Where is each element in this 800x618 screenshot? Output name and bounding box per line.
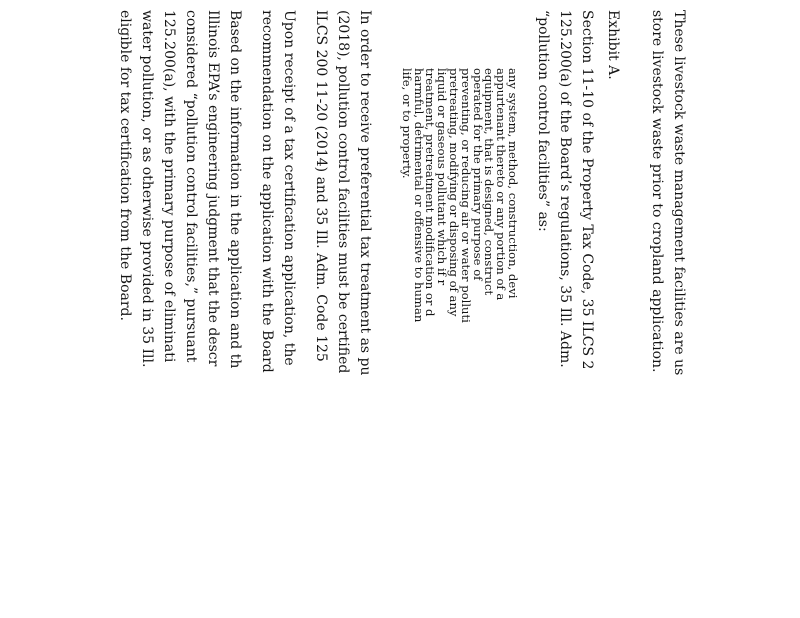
- item-3-line: Section 11-10 of the Property Tax Code, 35 ILCS 2: [579, 10, 595, 370]
- rotated-text-block: [100, 10, 690, 610]
- item-4-text: [310, 10, 376, 376]
- quote-line: harmful, detrimental or offensive to human: [411, 68, 426, 323]
- quote-line: liquid or gaseous pollutant which if r: [435, 68, 450, 286]
- intro-line: store livestock waste prior to cropland application.: [649, 10, 665, 373]
- item-6-line: water pollution, or as otherwise provided in 35 Ill.: [139, 10, 155, 368]
- item-5-line: recommendation on the application with the Board: [259, 10, 275, 373]
- item-3-line: “pollution control facilities” as:: [535, 10, 551, 232]
- item-3-line: 125.200(a) of the Board’s regulations, 35 Ill. Adm.: [557, 10, 573, 368]
- item-5-line: Upon receipt of a tax certification application, the: [281, 10, 297, 366]
- intro-paragraph: [646, 10, 690, 375]
- item-4-line: ILCS 200 11-20 (2014) and 35 Ill. Adm. Code 125: [313, 10, 329, 362]
- item-6-line: considered “pollution control facilities,” pursuant: [183, 10, 199, 363]
- item-5-text: [256, 10, 300, 373]
- quote-line: equipment, that is designed, construct: [482, 68, 497, 296]
- item-6-line: eligible for tax certification from the Board.: [117, 10, 133, 321]
- quote-line: any system, method, construction, devi: [506, 68, 520, 299]
- quote-line: appurtenant thereto or any portion of a: [494, 68, 509, 301]
- quote-line: preventing, or reducing air or water polluti: [458, 68, 473, 323]
- exhibit-label: Exhibit A.: [605, 10, 621, 80]
- item-4-line: (2018), pollution control facilities must be certified: [335, 10, 351, 374]
- quote-line: pretreating, modifying or disposing of any: [447, 68, 462, 317]
- intro-line: These livestock waste management facilities are us: [671, 10, 687, 376]
- item-3-quote: [400, 68, 518, 323]
- item-3-text: [532, 10, 598, 369]
- item-6-line: 125.200(a), with the primary purpose of eliminati: [161, 10, 177, 363]
- item-6-line: Illinois EPA’s engineering judgment that the descr: [205, 10, 221, 367]
- quote-line: treatment, pretreatment modification or d: [423, 68, 438, 317]
- quote-line: operated for the primary purpose of: [470, 68, 485, 281]
- quote-line: life, or to property.: [399, 68, 414, 179]
- item-4-line: In order to receive preferential tax treatment as pu: [357, 10, 373, 376]
- item-6-line: Based on the information in the application and th: [227, 10, 243, 369]
- item-6-text: [114, 10, 246, 368]
